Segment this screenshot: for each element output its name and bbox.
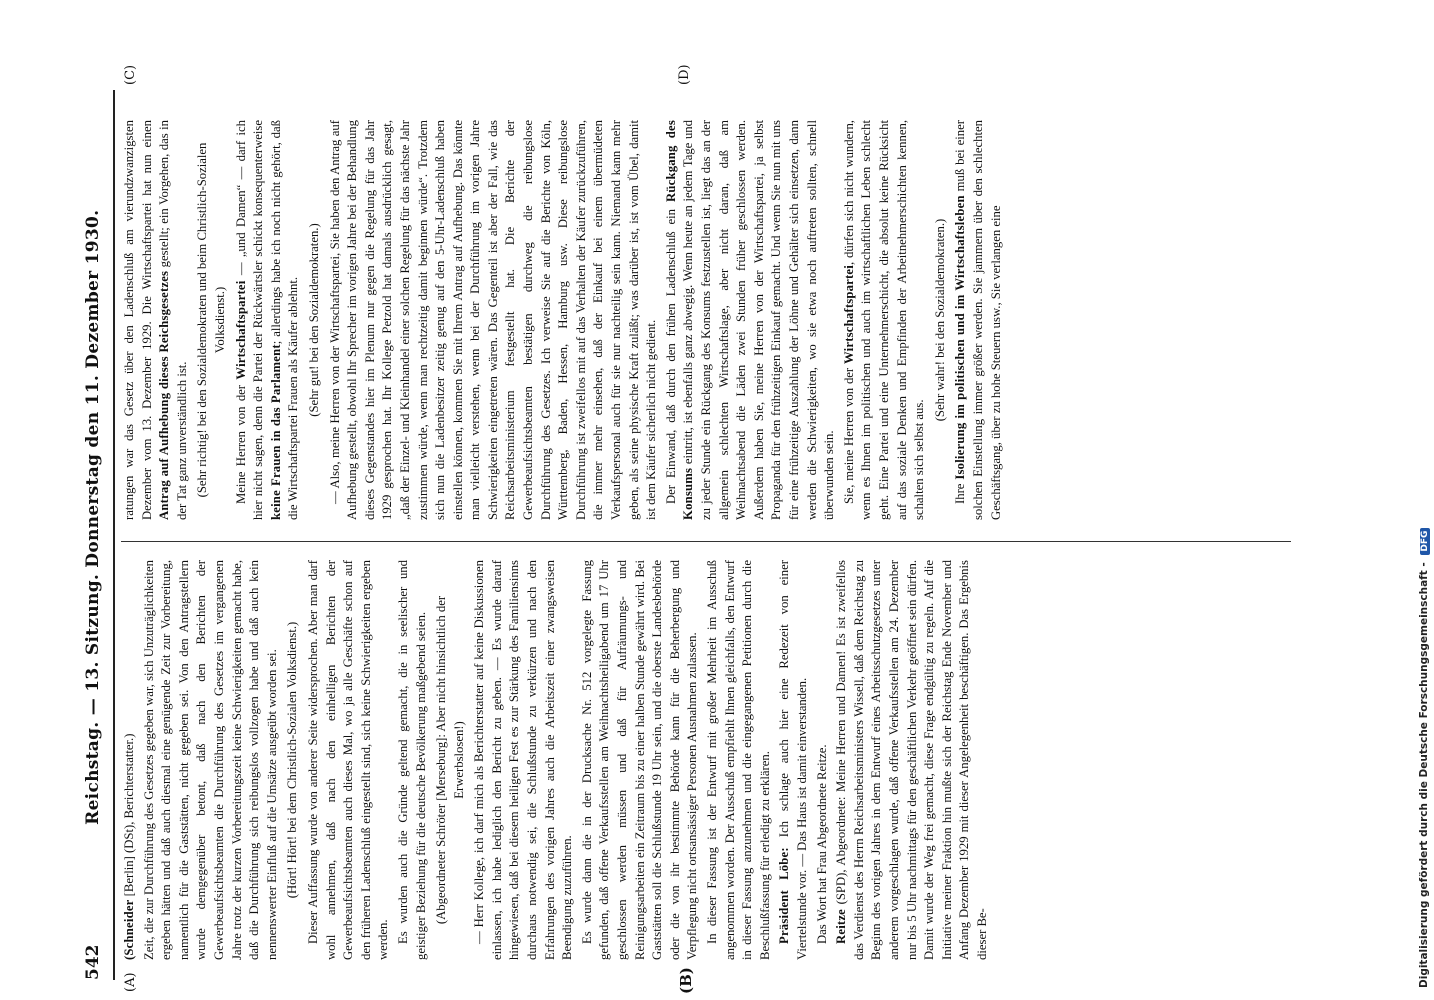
right-column-paragraph: (Sehr wahr! bei den Sozialdemokraten.) [932,218,947,422]
digitization-credit [1418,8,1430,988]
left-column-paragraph: Zeit, die zur Durchführung des Gesetzes gegeben war, sich Unzuträglichkeiten ergeben hätten und daß auch diesmal eine genügende Zeit zur Vorbereitung, namentlich für die Gaststätten, nicht gegeben sei. Von den Antragstellern wurde demgegenüber betont, daß nach den Berichten der Gewerbeaufsichtsbeamten die Durchführung des Gesetzes im vergangenen Jahre trotz der kurzen Vorbereitungszeit keine Schwierigkeiten gemacht habe, daß die Durchführung sich reibungslos vollzogen habe und daß auch kein nennenswerter Einfluß auf die Umsätze ausgeübt worden sei. [141,560,279,960]
right-column-paragraph: (Sehr gut! bei den Sozialdemokraten.) [306,223,321,417]
right-column-paragraph: Ihre Isolierung im politischen und im Wirtschaftsleben muß bei einer solchen Einstellung immer größer werden. Sie jammern über den schlechten Geschäftsgang, über zu hohe Steuern usw., Sie verlangen eine [953,120,1003,520]
margin-mark-d: (D) [677,64,692,85]
page-header [77,90,109,980]
right-column-paragraph: (Sehr richtig! bei den Sozialdemokraten und beim Christlich-Sozialen Volksdienst.) [195,142,227,498]
column-divider [121,541,1291,542]
margin-mark-a: (A) [123,972,138,992]
left-column-paragraph: Dieser Auffassung wurde von anderer Seite widersprochen. Aber man darf wohl annehmen, daß nach den einhelligen Berichten der Gewerbeaufsichtsbeamten auch dieses Mal, wo ja alle Geschäfte schon auf den früheren Ladenschluß eingestellt sind, sich keine Schwierigkeiten ergeben werden. [305,560,391,960]
left-column-paragraph: In dieser Fassung ist der Entwurf mit großer Mehrheit im Ausschuß angenommen worden. Der Ausschuß empfiehlt Ihnen gleichfalls, den Entwurf in dieser Fassung anzunehmen und die eingegangenen Petitionen durch die Beschlußfassung für erledigt zu erklären. [705,560,772,960]
document-page [77,64,1337,1000]
left-column-paragraph: Es wurde dann die in der Drucksache Nr. 512 vorgelegte Fassung gefunden, daß offene Verkaufsstellen am Weihnachtsheiligabend um 17 Uhr geschlossen werden müssen und daß für Aufräumungs- und Reinigungsarbeiten ein Zeitraum bis zu einer halben Stunde gewährt wird. Bei Gaststätten soll die Schlußstunde 19 Uhr sein, und die oberste Landesbehörde oder die von ihr bestimmte Behörde kann für die Beherbergung und Verpflegung nicht ortsansässiger Personen Ausnahmen zulassen. [579,560,700,960]
margin-mark-c: (C) [123,64,138,85]
right-column-paragraph: — Also, meine Herren von der Wirtschaftspartei, Sie haben den Antrag auf Aufhebung gestellt, obwohl Ihr Sprecher im vorigen Jahre bei der Behandlung dieses Gegenstandes hier im Plenum nur gegen die Regelung für das Jahr 1929 gesprochen hat. Ihr Kollege Petzold hat damals ausdrücklich gesagt, „daß der Einzel- und Kleinhandel einer solchen Regelung für das nächste Jahr zustimmen würde, wenn man rechtzeitig damit beginnen würde“. Trotzdem sich nun die Ladenbesitzer zeitig genug auf den 5-Uhr-Ladenschluß haben einstellen können, kommen Sie mit Ihrem Antrag auf Aufhebung. Das könnte man vielleicht verstehen, wenn bei der Durchführung im vorigen Jahre Schwierigkeiten eingetreten wären. Das Gegenteil ist aber der Fall, wie das Reichsarbeitsministerium festgestellt hat. Die Berichte der Gewerbeaufsichtsbeamten bestätigen durchweg die reibungslose Durchführung des Gesetzes. Ich verweise Sie auf die Berichte von Köln, Württemberg, Baden, Hessen, Hamburg usw. Diese reibungslose Durchführung ist zweifellos mit auf das Verhalten der Käufer zurückzuführen, die immer mehr einsehen, daß der Einkauf bei einem übermüdeten Verkaufspersonal auch für sie nur nachteilig sein kann. Niemand kann mehr geben, als seine physische Kraft zuläßt; was darüber ist, ist vom Übel, damit ist dem Käufer sicherlich nicht gedient. [327,120,659,520]
left-column-paragraph: Reitze (SPD), Abgeordnete: Meine Herren und Damen! Es ist zweifellos das Verdienst des Herrn Reichsarbeitsministers Wissell, daß dem Reichstag zu Beginn des vorigen Jahres in dem Entwurf eines Arbeitsschutzgesetzes unter anderem vorgeschlagen wurde, daß offene Verkaufsstellen am 24. Dezember nur bis 5 Uhr nachmittags für den geschäftlichen Verkehr geöffnet sein dürfen. Damit wurde der Weg frei gemacht, diese Frage endgültig zu regeln. Auf die Initiative meiner Fraktion hin mußte sich der Reichstag Ende November und Anfang Dezember 1929 mit dieser Angelegenheit beschäftigen. Das Ergebnis dieser Be- [834,560,989,960]
left-column-paragraph: (Schneider [Berlin] (DSt), Berichterstatter.) [122,733,136,960]
right-column-paragraph: ratungen war das Gesetz über den Ladenschluß am vierundzwanzigsten Dezember vom 13. Dezember 1929. Die Wirtschaftspartei hat nun einen Antrag auf Aufhebung dieses Reichsgesetzes gestellt; ein Vorgehen, das in der Tat ganz unverständlich ist. [122,120,189,520]
left-column-paragraph: (Abgeordneter Schröter [Merseburg]: Aber nicht hinsichtlich der Erwerbslosen!) [434,595,466,925]
header-rule [113,90,115,980]
left-column-paragraph: (Hört! Hört! bei dem Christlich-Sozialen Volksdienst.) [285,621,300,899]
dfg-logo: DFG [1420,528,1430,555]
left-column [121,560,1291,960]
margin-mark-b: (B) [677,967,695,994]
left-column-paragraph: Das Wort hat Frau Abgeordnete Reitze. [814,744,829,944]
right-column-paragraph: Der Einwand, daß durch den frühen Ladenschluß ein Rückgang des Konsums eintritt, ist ebenfalls ganz abwegig. Wenn heute an jedem Tage und zu jeder Stunde ein Rückgang des Konsums festzustellen ist, liegt das an der allgemein schlechten Wirtschaftslage, aber nicht daran, daß am Weihnachtsabend die Läden zwei Stunden früher geschlossen werden. Außerdem haben Sie, meine Herren von der Wirtschaftspartei, ja selbst Propaganda für den frühzeitigen Einkauf gemacht. Und wenn Sie nun mit uns für eine frühzeitige Auszahlung der Löhne und Gehälter sich einsetzen, dann werden die Schwierigkeiten, wo sie etwa noch auftreten sollten, schnell überwunden sein. [663,120,837,520]
left-column-paragraph: Präsident Löbe: Ich schlage auch hier eine Redezeit von einer Viertelstunde vor. — Das Haus ist damit einverstanden. [777,560,809,960]
right-column-paragraph: Meine Herren von der Wirtschaftspartei — „und Damen“ — darf ich hier nicht sagen, denn die Partei der Rückwärtsler schickt konsequenterweise keine Frauen in das Parlament; allerdings habe ich noch nicht gehört, daß die Wirtschaftspartei Frauen als Käufer ablehnt. [233,120,301,520]
credit-text: Digitalisierung gefördert durch die Deutsche Forschungsgemeinschaft - [1418,562,1430,988]
page-number: 542 [83,944,103,980]
left-column-paragraph: — Herr Kollege, ich darf mich als Berichterstatter auf keine Diskussionen einlassen, ich habe lediglich den Bericht zu geben. — Es wurde darauf hingewiesen, daß bei diesem heiligen Fest es zur Stärkung des Familiensinns durchaus notwendig sei, die Schlußstunde zu verkürzen und nach den Erfahrungen des vorigen Jahres auch die Arbeitszeit einer zwangsweisen Beendigung zuzuführen. [472,560,575,960]
running-title: Reichstag. — 13. Sitzung. Donnerstag den 11. Dezember 1930. [83,209,103,825]
right-column [121,120,1291,520]
left-column-paragraph: Es wurden auch die Gründe geltend gemacht, die in seelischer und geistiger Beziehung für die deutsche Bevölkerung maßgebend seien. [395,560,428,960]
right-column-paragraph: Sie, meine Herren von der Wirtschaftspartei, dürfen sich nicht wundern, wenn es Ihnen im politischen und auch im wirtschaftlichen Leben schlecht geht. Eine Partei und eine Unternehmerschicht, die absolut keine Rücksicht auf das soziale Denken und Empfinden der Arbeitnehmerschichten kennen, schalten sich selbst aus. [841,120,927,520]
